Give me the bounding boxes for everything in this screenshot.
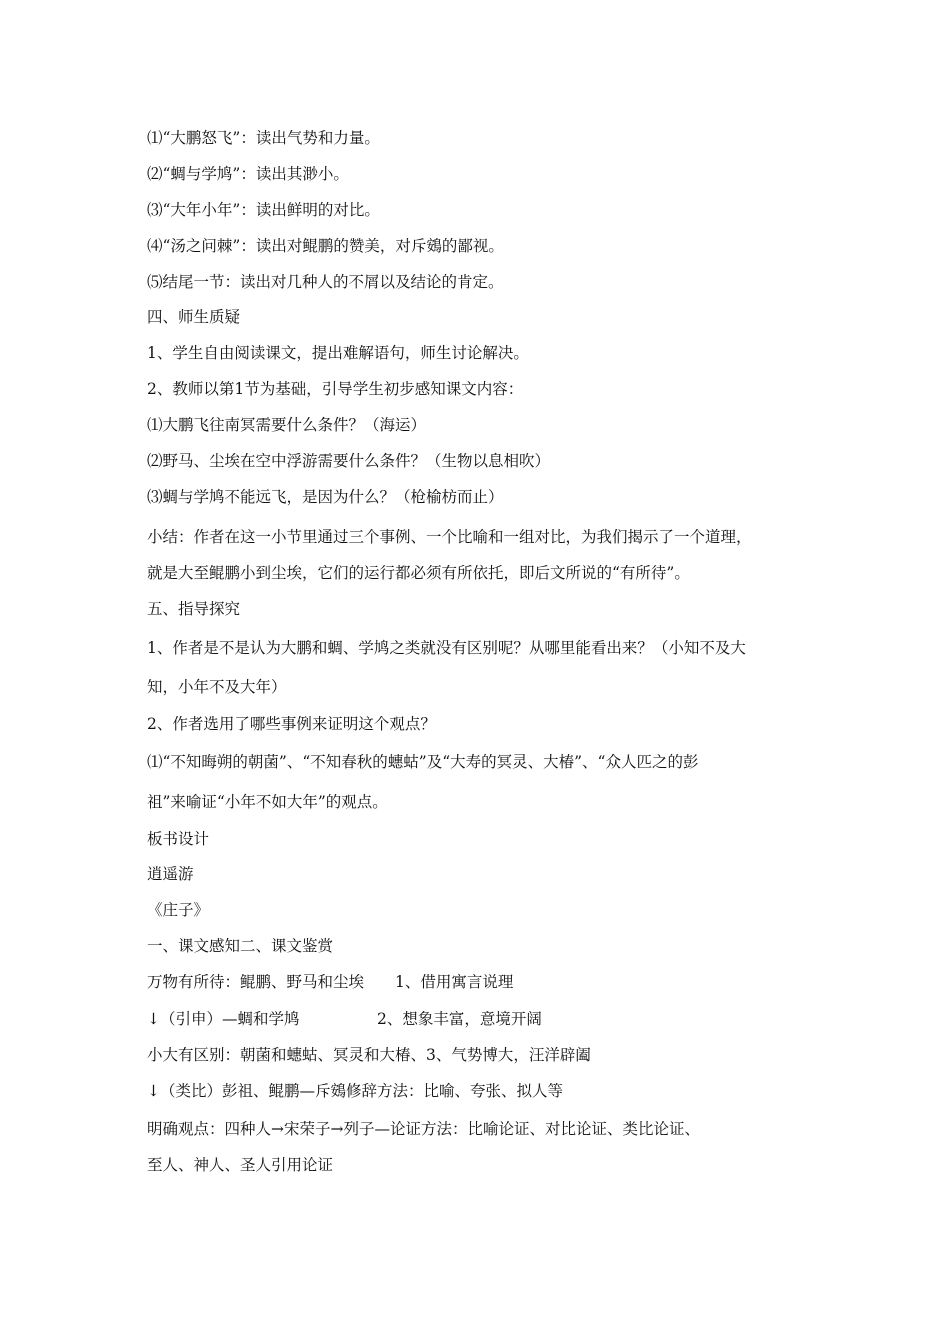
text-line: 至人、神人、圣人引用论证 [147, 1156, 334, 1174]
text-line: ⑶蜩与学鸠不能远飞，是因为什么？（枪榆枋而止） [147, 488, 504, 506]
text-line: ↓（类比）彭祖、鲲鹏—斥鴳修辞方法：比喻、夸张、拟人等 [147, 1082, 563, 1100]
text-line: 2、教师以第1节为基础，引导学生初步感知课文内容： [147, 380, 524, 398]
text-line: ⑴“不知晦朔的朝菌”、“不知春秋的蟪蛄”及“大寿的冥灵、大椿”、“众人匹之的彭 [147, 753, 699, 771]
text-line: 祖”来喻证“小年不如大年”的观点。 [147, 793, 388, 811]
text-line: 明确观点：四种人→宋荣子→列子—论证方法：比喻论证、对比论证、类比论证、 [147, 1120, 700, 1138]
text-line: 小大有区别：朝菌和蟪蛄、冥灵和大椿、3、气势博大，汪洋辟阖 [147, 1046, 591, 1064]
text-line: 万物有所待：鲲鹏、野马和尘埃 1、借用寓言说理 [147, 973, 514, 991]
text-line: ⑵野马、尘埃在空中浮游需要什么条件？（生物以息相吹） [147, 452, 551, 470]
text-line: 小结：作者在这一小节里通过三个事例、一个比喻和一组对比，为我们揭示了一个道理， [147, 528, 752, 546]
text-line: 知，小年不及大年） [147, 678, 287, 696]
text-line: ⑴大鹏飞往南冥需要什么条件？（海运） [147, 416, 427, 434]
section-heading: 板书设计 [147, 830, 210, 848]
text-line: 1、学生自由阅读课文，提出难解语句，师生讨论解决。 [147, 344, 529, 362]
text-line: ⑵“蜩与学鸠”：读出其渺小。 [147, 165, 349, 183]
board-author: 《庄子》 [147, 901, 210, 919]
text-line: ⑸结尾一节：读出对几种人的不屑以及结论的肯定。 [147, 273, 504, 291]
text-line: 2、作者选用了哪些事例来证明这个观点？ [147, 715, 436, 733]
text-line: ⑷“汤之问棘”：读出对鲲鹏的赞美，对斥鴳的鄙视。 [147, 237, 504, 255]
section-heading: 五、指导探究 [147, 600, 241, 618]
text-line: ⑴“大鹏怒飞”：读出气势和力量。 [147, 129, 380, 147]
text-line: 一、课文感知二、课文鉴赏 [147, 937, 334, 955]
section-heading: 四、师生质疑 [147, 308, 241, 326]
text-line: ⑶“大年小年”：读出鲜明的对比。 [147, 201, 380, 219]
text-line: 就是大至鲲鹏小到尘埃，它们的运行都必须有所依托，即后文所说的“有所待”。 [147, 564, 690, 582]
text-line: ↓（引申）—蜩和学鸠 2、想象丰富，意境开阔 [147, 1010, 542, 1028]
text-line: 1、作者是不是认为大鹏和蜩、学鸠之类就没有区别呢？从哪里能看出来？（小知不及大 [147, 639, 746, 657]
board-title: 逍遥游 [147, 865, 194, 883]
